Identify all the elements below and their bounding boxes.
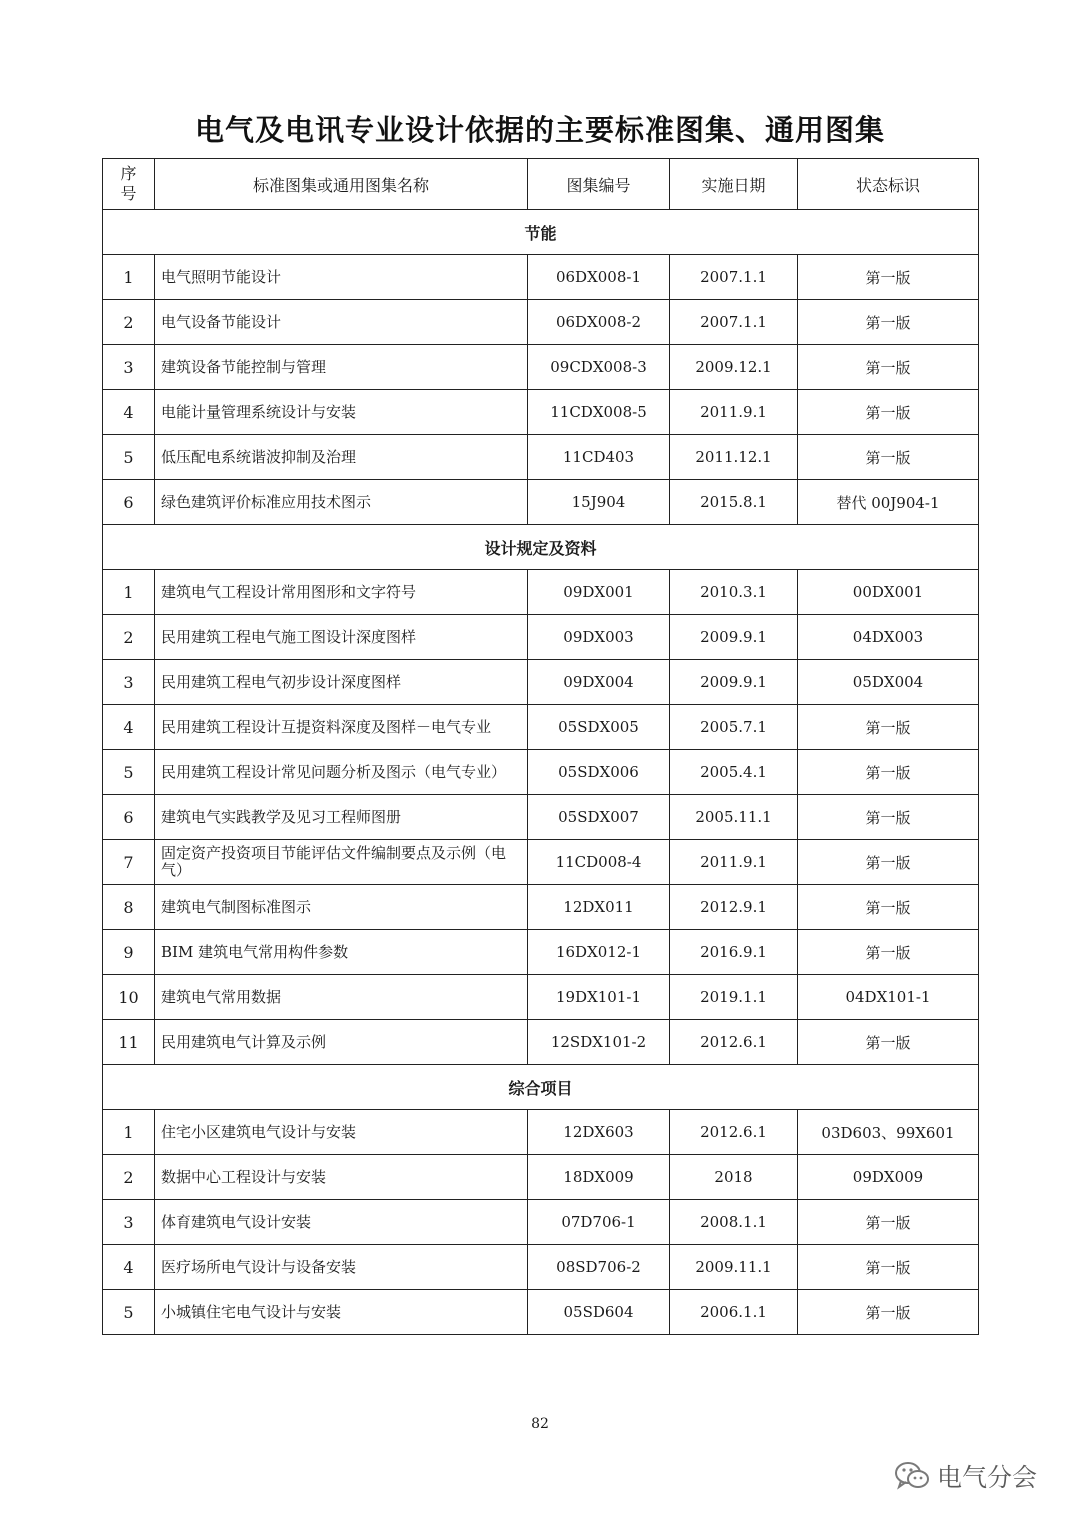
cell-date: 2005.7.1: [670, 705, 798, 750]
cell-number: 8: [103, 885, 155, 930]
cell-status: 05DX004: [798, 660, 979, 705]
cell-name: 建筑电气工程设计常用图形和文字符号: [155, 570, 528, 615]
cell-status: 09DX009: [798, 1155, 979, 1200]
cell-code: 11CDX008-5: [528, 390, 670, 435]
table-row: [103, 390, 979, 435]
cell-code: 11CD403: [528, 435, 670, 480]
cell-code: 07D706-1: [528, 1200, 670, 1245]
cell-name: 建筑电气常用数据: [155, 975, 528, 1020]
cell-date: 2012.6.1: [670, 1020, 798, 1065]
cell-name: 低压配电系统谐波抑制及治理: [155, 435, 528, 480]
cell-number: 4: [103, 1245, 155, 1290]
cell-status: 第一版: [798, 1290, 979, 1335]
table-row: [103, 255, 979, 300]
table-body: [103, 210, 979, 1335]
header-name: 标准图集或通用图集名称: [155, 159, 528, 210]
section-row: [103, 525, 979, 570]
cell-date: 2007.1.1: [670, 255, 798, 300]
cell-name: 数据中心工程设计与安装: [155, 1155, 528, 1200]
cell-code: 16DX012-1: [528, 930, 670, 975]
cell-date: 2009.9.1: [670, 660, 798, 705]
cell-number: 11: [103, 1020, 155, 1065]
table-header-row: [103, 159, 979, 210]
cell-number: 1: [103, 1110, 155, 1155]
table-row: [103, 435, 979, 480]
page-title: 电气及电讯专业设计依据的主要标准图集、通用图集: [194, 113, 885, 147]
cell-code: 19DX101-1: [528, 975, 670, 1020]
cell-code: 09DX001: [528, 570, 670, 615]
cell-number: 9: [103, 930, 155, 975]
table-row: [103, 840, 979, 885]
section-row: [103, 1065, 979, 1110]
section-row: [103, 210, 979, 255]
cell-name: BIM 建筑电气常用构件参数: [155, 930, 528, 975]
cell-name: 民用建筑工程电气施工图设计深度图样: [155, 615, 528, 660]
table-row: [103, 615, 979, 660]
cell-name: 绿色建筑评价标准应用技术图示: [155, 480, 528, 525]
cell-name: 民用建筑电气计算及示例: [155, 1020, 528, 1065]
cell-name: 体育建筑电气设计安装: [155, 1200, 528, 1245]
header-code: 图集编号: [528, 159, 670, 210]
cell-number: 3: [103, 660, 155, 705]
table-row: [103, 570, 979, 615]
cell-name: 建筑电气制图标准图示: [155, 885, 528, 930]
cell-status: 第一版: [798, 885, 979, 930]
cell-status: 第一版: [798, 930, 979, 975]
table-row: [103, 705, 979, 750]
table-row: [103, 345, 979, 390]
cell-name: 医疗场所电气设计与设备安装: [155, 1245, 528, 1290]
cell-date: 2005.4.1: [670, 750, 798, 795]
cell-number: 5: [103, 1290, 155, 1335]
cell-status: 第一版: [798, 705, 979, 750]
cell-status: 第一版: [798, 390, 979, 435]
cell-date: 2009.9.1: [670, 615, 798, 660]
cell-number: 5: [103, 750, 155, 795]
table-row: [103, 300, 979, 345]
table-row: [103, 1020, 979, 1065]
table-row: [103, 1290, 979, 1335]
table-row: [103, 1245, 979, 1290]
watermark: [893, 1458, 1037, 1494]
cell-date: 2019.1.1: [670, 975, 798, 1020]
cell-name: 电气设备节能设计: [155, 300, 528, 345]
cell-date: 2011.12.1: [670, 435, 798, 480]
cell-code: 12DX011: [528, 885, 670, 930]
cell-code: 18DX009: [528, 1155, 670, 1200]
cell-status: 第一版: [798, 750, 979, 795]
cell-status: 第一版: [798, 795, 979, 840]
cell-number: 3: [103, 345, 155, 390]
cell-number: 10: [103, 975, 155, 1020]
section-title: 综合项目: [103, 1065, 979, 1110]
header-no: [103, 159, 155, 210]
table-row: [103, 480, 979, 525]
table-row: [103, 1200, 979, 1245]
cell-number: 2: [103, 300, 155, 345]
cell-number: 4: [103, 390, 155, 435]
table-row: [103, 750, 979, 795]
cell-name: 电能计量管理系统设计与安装: [155, 390, 528, 435]
cell-code: 05SDX006: [528, 750, 670, 795]
page-number: 82: [531, 1416, 549, 1432]
cell-date: 2005.11.1: [670, 795, 798, 840]
cell-number: 2: [103, 1155, 155, 1200]
cell-status: 04DX101-1: [798, 975, 979, 1020]
table-row: [103, 930, 979, 975]
table-row: [103, 795, 979, 840]
cell-date: 2018: [670, 1155, 798, 1200]
cell-code: 12SDX101-2: [528, 1020, 670, 1065]
cell-date: 2007.1.1: [670, 300, 798, 345]
cell-date: 2016.9.1: [670, 930, 798, 975]
section-title: 节能: [103, 210, 979, 255]
cell-date: 2009.11.1: [670, 1245, 798, 1290]
cell-name: 电气照明节能设计: [155, 255, 528, 300]
cell-number: 6: [103, 480, 155, 525]
cell-date: 2006.1.1: [670, 1290, 798, 1335]
cell-name: 固定资产投资项目节能评估文件编制要点及示例（电气）: [155, 840, 528, 885]
cell-status: 00DX001: [798, 570, 979, 615]
cell-number: 7: [103, 840, 155, 885]
header-status: 状态标识: [798, 159, 979, 210]
cell-code: 05SDX007: [528, 795, 670, 840]
cell-code: 12DX603: [528, 1110, 670, 1155]
cell-code: 15J904: [528, 480, 670, 525]
table-row: [103, 1110, 979, 1155]
cell-date: 2009.12.1: [670, 345, 798, 390]
cell-status: 第一版: [798, 1020, 979, 1065]
cell-name: 民用建筑工程设计常见问题分析及图示（电气专业）: [155, 750, 528, 795]
cell-name: 民用建筑工程电气初步设计深度图样: [155, 660, 528, 705]
cell-date: 2015.8.1: [670, 480, 798, 525]
wechat-chat-bubble-icon: [893, 1459, 931, 1493]
cell-status: 第一版: [798, 345, 979, 390]
cell-name: 建筑设备节能控制与管理: [155, 345, 528, 390]
cell-date: 2011.9.1: [670, 840, 798, 885]
cell-status: 第一版: [798, 840, 979, 885]
cell-number: 2: [103, 615, 155, 660]
cell-number: 1: [103, 255, 155, 300]
header-date: 实施日期: [670, 159, 798, 210]
cell-status: 第一版: [798, 1245, 979, 1290]
cell-code: 08SD706-2: [528, 1245, 670, 1290]
cell-number: 3: [103, 1200, 155, 1245]
cell-code: 05SD604: [528, 1290, 670, 1335]
cell-date: 2010.3.1: [670, 570, 798, 615]
cell-date: 2011.9.1: [670, 390, 798, 435]
section-title: 设计规定及资料: [103, 525, 979, 570]
cell-number: 5: [103, 435, 155, 480]
table-row: [103, 885, 979, 930]
cell-status: 第一版: [798, 300, 979, 345]
cell-code: 09DX003: [528, 615, 670, 660]
cell-date: 2012.6.1: [670, 1110, 798, 1155]
cell-code: 06DX008-2: [528, 300, 670, 345]
cell-status: 04DX003: [798, 615, 979, 660]
table-row: [103, 975, 979, 1020]
cell-status: 第一版: [798, 255, 979, 300]
cell-number: 1: [103, 570, 155, 615]
cell-name: 小城镇住宅电气设计与安装: [155, 1290, 528, 1335]
cell-name: 建筑电气实践教学及见习工程师图册: [155, 795, 528, 840]
cell-code: 11CD008-4: [528, 840, 670, 885]
cell-date: 2012.9.1: [670, 885, 798, 930]
cell-name: 民用建筑工程设计互提资料深度及图样－电气专业: [155, 705, 528, 750]
table-row: [103, 1155, 979, 1200]
cell-name: 住宅小区建筑电气设计与安装: [155, 1110, 528, 1155]
cell-code: 09DX004: [528, 660, 670, 705]
cell-number: 6: [103, 795, 155, 840]
cell-code: 06DX008-1: [528, 255, 670, 300]
cell-status: 替代 00J904-1: [798, 480, 979, 525]
table-row: [103, 660, 979, 705]
watermark-text: 电气分会: [937, 1463, 1038, 1492]
cell-status: 第一版: [798, 1200, 979, 1245]
standards-table: [102, 158, 979, 1335]
cell-status: 03D603、99X601: [798, 1110, 979, 1155]
header-no-label: 序号: [120, 164, 137, 203]
cell-code: 05SDX005: [528, 705, 670, 750]
cell-status: 第一版: [798, 435, 979, 480]
cell-number: 4: [103, 705, 155, 750]
cell-date: 2008.1.1: [670, 1200, 798, 1245]
cell-code: 09CDX008-3: [528, 345, 670, 390]
